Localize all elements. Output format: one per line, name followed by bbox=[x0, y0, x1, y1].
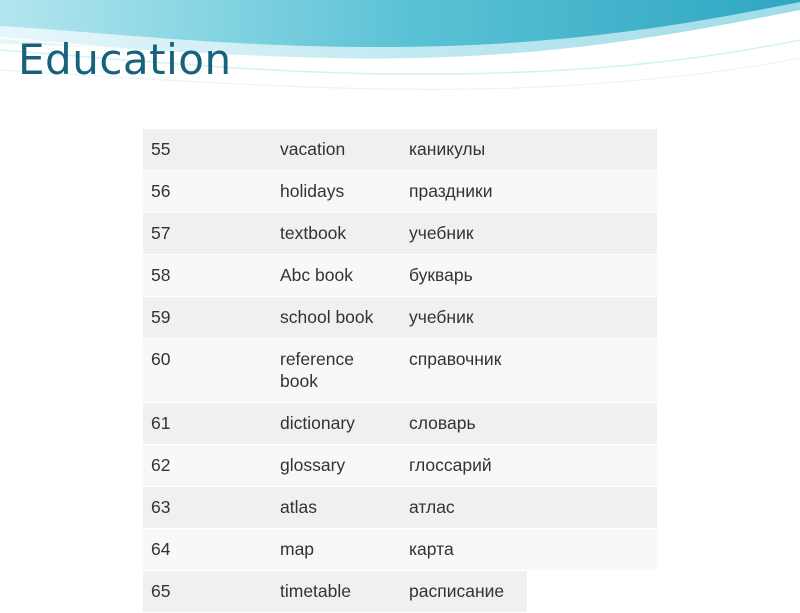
english-word: map bbox=[272, 529, 401, 571]
row-spacer bbox=[527, 255, 657, 297]
russian-word: глоссарий bbox=[401, 445, 527, 487]
vocabulary-table bbox=[143, 129, 657, 613]
row-spacer bbox=[527, 129, 657, 171]
russian-word: учебник bbox=[401, 213, 527, 255]
table-row bbox=[143, 571, 657, 613]
row-number: 62 bbox=[143, 445, 272, 487]
row-spacer bbox=[527, 339, 657, 403]
row-spacer bbox=[527, 403, 657, 445]
row-number: 56 bbox=[143, 171, 272, 213]
row-number: 64 bbox=[143, 529, 272, 571]
table-row bbox=[143, 213, 657, 255]
russian-word: каникулы bbox=[401, 129, 527, 171]
row-spacer bbox=[527, 297, 657, 339]
russian-word: карта bbox=[401, 529, 527, 571]
english-word: vacation bbox=[272, 129, 401, 171]
row-number: 58 bbox=[143, 255, 272, 297]
row-spacer bbox=[527, 487, 657, 529]
table-row bbox=[143, 255, 657, 297]
row-spacer bbox=[527, 445, 657, 487]
slide-title: Education bbox=[18, 35, 232, 84]
row-spacer bbox=[527, 171, 657, 213]
row-number: 60 bbox=[143, 339, 272, 403]
table-row bbox=[143, 403, 657, 445]
row-number: 63 bbox=[143, 487, 272, 529]
row-number: 59 bbox=[143, 297, 272, 339]
table-row bbox=[143, 445, 657, 487]
row-number: 55 bbox=[143, 129, 272, 171]
english-word: Abc book bbox=[272, 255, 401, 297]
row-number: 65 bbox=[143, 571, 272, 613]
table-row bbox=[143, 297, 657, 339]
table-row bbox=[143, 487, 657, 529]
russian-word: словарь bbox=[401, 403, 527, 445]
row-spacer bbox=[527, 571, 657, 613]
table-row bbox=[143, 171, 657, 213]
english-word: textbook bbox=[272, 213, 401, 255]
table-row bbox=[143, 529, 657, 571]
row-spacer bbox=[527, 213, 657, 255]
russian-word: праздники bbox=[401, 171, 527, 213]
russian-word: расписание bbox=[401, 571, 527, 613]
table-row bbox=[143, 339, 657, 403]
row-number: 57 bbox=[143, 213, 272, 255]
english-word: reference book bbox=[272, 339, 401, 403]
english-word: holidays bbox=[272, 171, 401, 213]
english-word: glossary bbox=[272, 445, 401, 487]
russian-word: учебник bbox=[401, 297, 527, 339]
english-word: timetable bbox=[272, 571, 401, 613]
russian-word: букварь bbox=[401, 255, 527, 297]
table-row bbox=[143, 129, 657, 171]
russian-word: справочник bbox=[401, 339, 527, 403]
english-word: school book bbox=[272, 297, 401, 339]
row-number: 61 bbox=[143, 403, 272, 445]
russian-word: атлас bbox=[401, 487, 527, 529]
row-spacer bbox=[527, 529, 657, 571]
english-word: dictionary bbox=[272, 403, 401, 445]
english-word: atlas bbox=[272, 487, 401, 529]
